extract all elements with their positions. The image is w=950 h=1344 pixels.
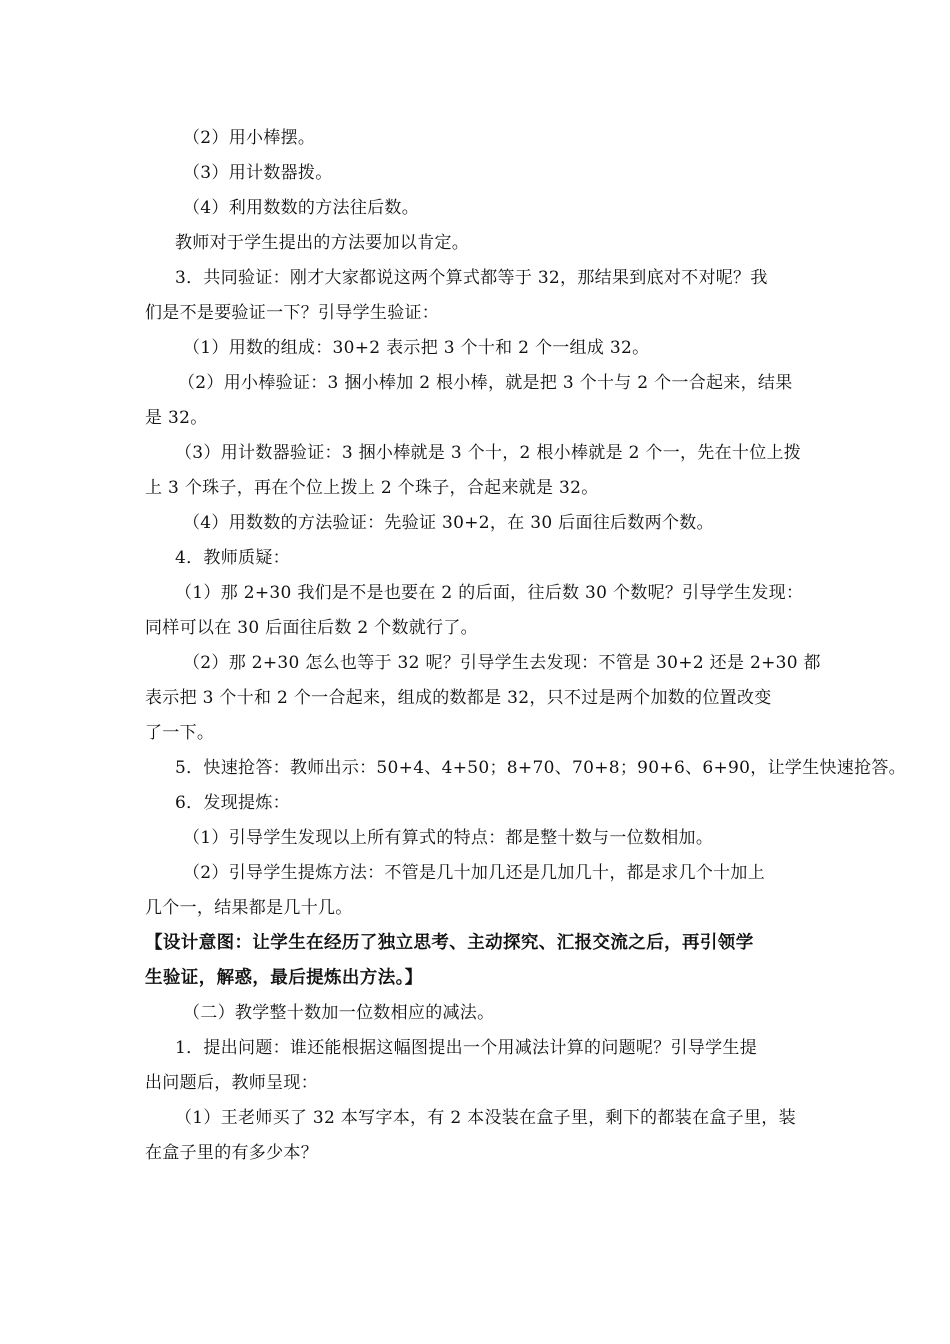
- text-line: 表示把 3 个十和 2 个一合起来，组成的数都是 32，只不过是两个加数的位置改变: [145, 688, 772, 708]
- text-line: 了一下。: [145, 723, 215, 743]
- text-line: （2）用小棒验证：3 捆小棒加 2 根小棒，就是把 3 个十与 2 个一合起来，结果: [178, 373, 793, 393]
- text-line: （1）用数的组成：30+2 表示把 3 个十和 2 个一组成 32。: [183, 338, 650, 358]
- text-line: 们是不是要验证一下？引导学生验证：: [145, 303, 440, 323]
- text-line: （3）用计数器拨。: [183, 163, 333, 183]
- design-intent-line: 生验证，解惑，最后提炼出方法。】: [145, 968, 423, 988]
- text-line: （2）那 2+30 怎么也等于 32 呢？引导学生去发现：不管是 30+2 还是 2+30 都: [183, 653, 821, 673]
- text-line: 上 3 个珠子，再在个位上拨上 2 个珠子，合起来就是 32。: [145, 478, 599, 498]
- section-heading: （二）教学整十数加一位数相应的减法。: [183, 1003, 495, 1023]
- design-intent-line: 【设计意图：让学生在经历了独立思考、主动探究、汇报交流之后，再引领学: [145, 933, 754, 953]
- text-line: 在盒子里的有多少本？: [145, 1143, 318, 1163]
- text-line: 5．快速抢答：教师出示：50+4、4+50；8+70、70+8；90+6、6+90，让学生快速抢答。: [175, 758, 906, 778]
- text-line: （1）王老师买了 32 本写字本，有 2 本没装在盒子里，剩下的都装在盒子里，装: [175, 1108, 796, 1128]
- text-line: （1）引导学生发现以上所有算式的特点：都是整十数与一位数相加。: [183, 828, 714, 848]
- text-line: （4）用数数的方法验证：先验证 30+2，在 30 后面往后数两个数。: [183, 513, 714, 533]
- text-line: （3）用计数器验证：3 捆小棒就是 3 个十，2 根小棒就是 2 个一，先在十位上拨: [175, 443, 802, 463]
- text-line: 同样可以在 30 后面往后数 2 个数就行了。: [145, 618, 478, 638]
- text-line: （2）用小棒摆。: [183, 128, 316, 148]
- text-line: （4）利用数数的方法往后数。: [183, 198, 420, 218]
- text-line: 出问题后，教师呈现：: [145, 1073, 318, 1093]
- text-line: 几个一，结果都是几十几。: [145, 898, 353, 918]
- text-line: 是 32。: [145, 408, 208, 428]
- text-line: （2）引导学生提炼方法：不管是几十加几还是几加几十，都是求几个十加上: [183, 863, 766, 883]
- text-line: 3．共同验证：刚才大家都说这两个算式都等于 32，那结果到底对不对呢？我: [175, 268, 768, 288]
- text-line: 教师对于学生提出的方法要加以肯定。: [175, 233, 470, 253]
- text-line: 4．教师质疑：: [175, 548, 290, 568]
- text-line: 1．提出问题：谁还能根据这幅图提出一个用减法计算的问题呢？引导学生提: [175, 1038, 758, 1058]
- text-line: （1）那 2+30 我们是不是也要在 2 的后面，往后数 30 个数呢？引导学生发现：: [175, 583, 804, 603]
- text-line: 6．发现提炼：: [175, 793, 290, 813]
